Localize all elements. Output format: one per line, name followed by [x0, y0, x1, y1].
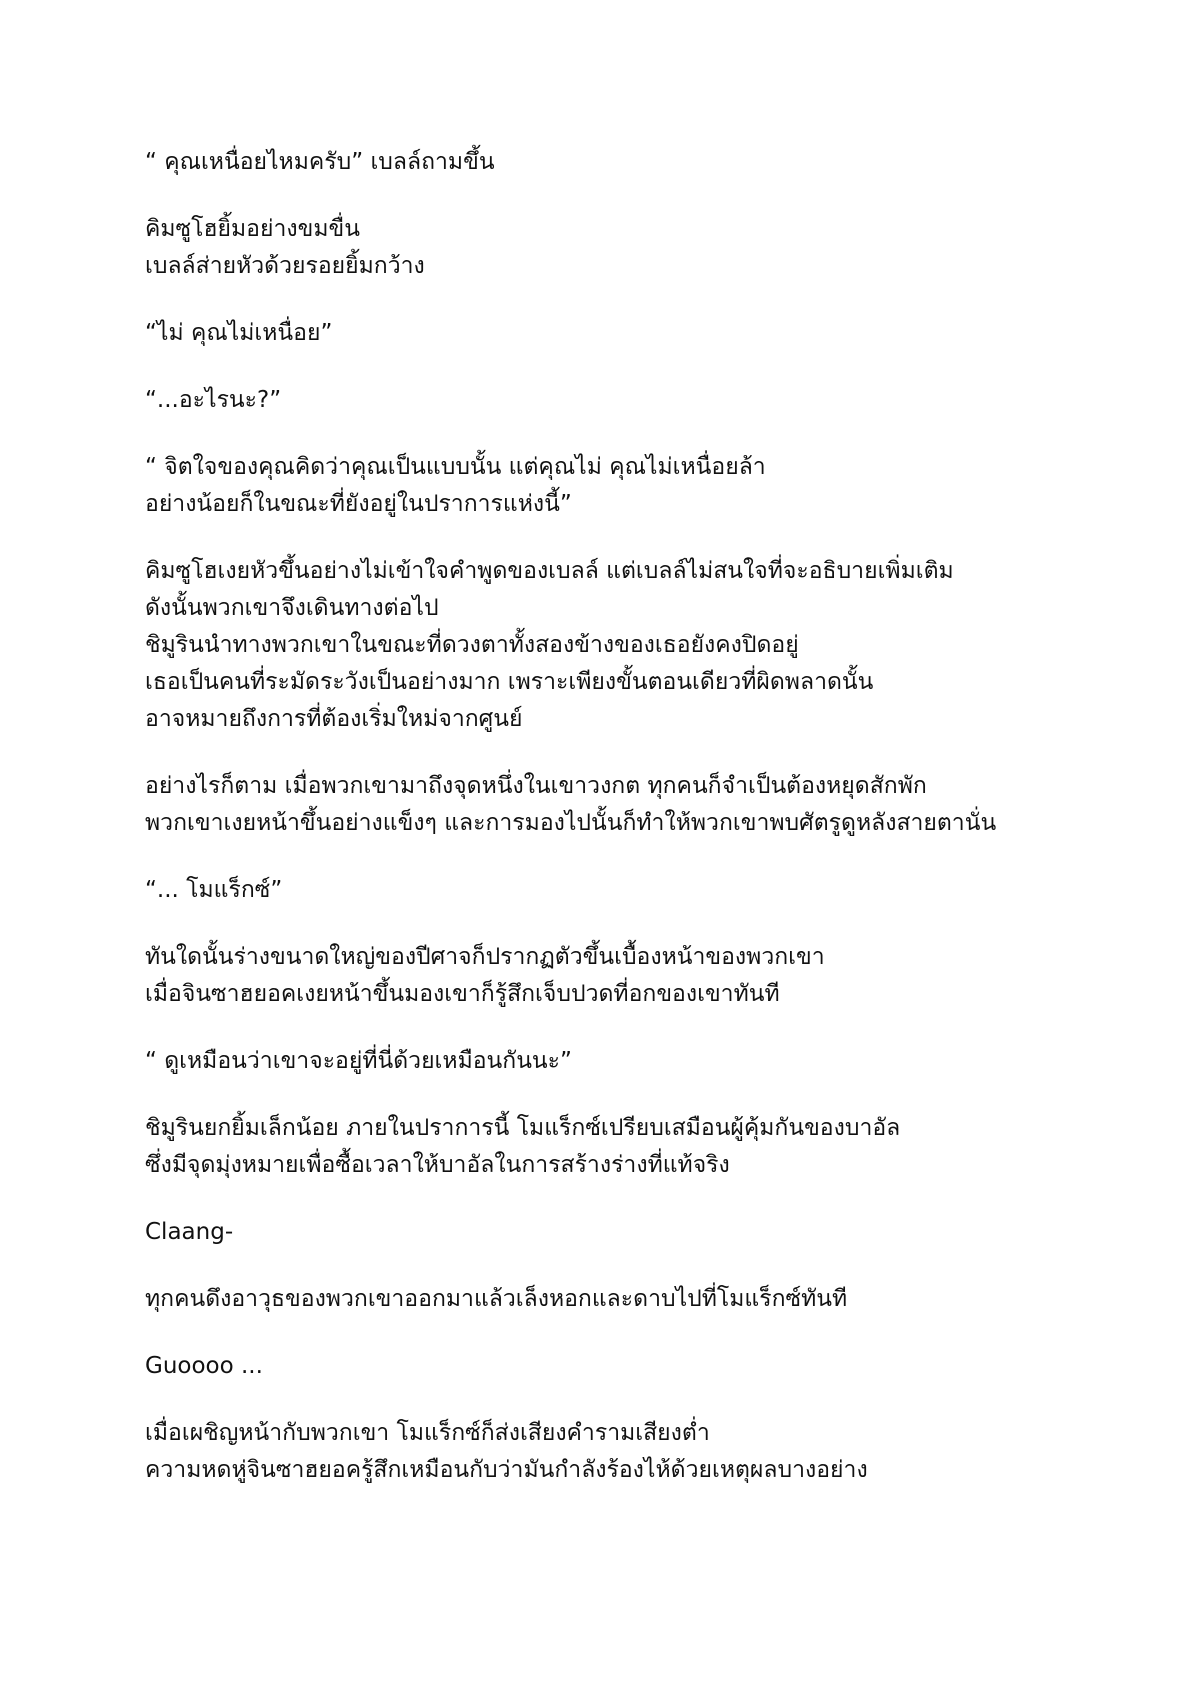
- paragraph-11: [145, 1110, 1145, 1184]
- paragraph-9: [145, 939, 1145, 1013]
- text-line: “ คุณเหนื่อยไหมครับ” เบลล์ถามขึ้น: [145, 149, 495, 175]
- text-line: เมื่อจินซาฮยอคเงยหน้าขึ้นมองเขาก็รู้สึกเจ็บปวดที่อกของเขาทันที: [145, 981, 780, 1007]
- paragraph-5: [145, 449, 1145, 523]
- paragraph-2: [145, 211, 1145, 285]
- paragraph-15: [145, 1415, 1145, 1489]
- paragraph-3: [145, 315, 1145, 352]
- paragraph-7: [145, 768, 1145, 842]
- text-line: อย่างน้อยก็ในขณะที่ยังอยู่ในปราการแห่งนี้”: [145, 491, 572, 517]
- paragraph-10: [145, 1043, 1145, 1080]
- text-line: คิมซูโฮยิ้มอย่างขมขื่น: [145, 216, 360, 242]
- paragraph-8: [145, 872, 1145, 909]
- paragraph-14: [145, 1348, 1145, 1385]
- text-line: “ ดูเหมือนว่าเขาจะอยู่ที่นี่ด้วยเหมือนกันนะ”: [145, 1048, 572, 1074]
- text-line: “ จิตใจของคุณคิดว่าคุณเป็นแบบนั้น แต่คุณไม่ คุณไม่เหนื่อยล้า: [145, 454, 766, 480]
- text-line: ชิมูรินยกยิ้มเล็กน้อย ภายในปราการนี้ โมแร็กซ์เปรียบเสมือนผู้คุ้มกันของบาอัล: [145, 1115, 901, 1141]
- paragraph-12: [145, 1214, 1145, 1251]
- text-line: Guoooo ...: [145, 1353, 263, 1379]
- text-line: “ไม่ คุณไม่เหนื่อย”: [145, 320, 333, 346]
- text-line: ทันใดนั้นร่างขนาดใหญ่ของปีศาจก็ปรากฏตัวขึ้นเบื้องหน้าของพวกเขา: [145, 944, 825, 970]
- text-line: “... โมแร็กซ์”: [145, 877, 283, 903]
- text-line: เบลล์ส่ายหัวด้วยรอยยิ้มกว้าง: [145, 253, 425, 279]
- text-line: พวกเขาเงยหน้าขึ้นอย่างแข็งๆ และการมองไปนั้นก็ทำให้พวกเขาพบศัตรูดูหลังสายตานั่น: [145, 810, 997, 836]
- text-line: ซึ่งมีจุดมุ่งหมายเพื่อซื้อเวลาให้บาอัลในการสร้างร่างที่แท้จริง: [145, 1152, 730, 1178]
- text-line: เธอเป็นคนที่ระมัดระวังเป็นอย่างมาก เพราะเพียงขั้นตอนเดียวที่ผิดพลาดนั้น: [145, 669, 874, 695]
- paragraph-4: [145, 382, 1145, 419]
- text-line: “...อะไรนะ?”: [145, 387, 282, 413]
- text-line: อาจหมายถึงการที่ต้องเริ่มใหม่จากศูนย์: [145, 706, 523, 732]
- text-line: เมื่อเผชิญหน้ากับพวกเขา โมแร็กซ์ก็ส่งเสียงคำรามเสียงต่ำ: [145, 1420, 710, 1446]
- document-body: [145, 144, 1145, 1519]
- text-line: ชิมูรินนำทางพวกเขาในขณะที่ดวงตาทั้งสองข้างของเธอยังคงปิดอยู่: [145, 632, 799, 658]
- text-line: ความหดหู่จินซาฮยอครู้สึกเหมือนกับว่ามันกำลังร้องไห้ด้วยเหตุผลบางอย่าง: [145, 1457, 868, 1483]
- paragraph-13: [145, 1281, 1145, 1318]
- paragraph-1: [145, 144, 1145, 181]
- paragraph-6: [145, 553, 1145, 738]
- text-line: Claang-: [145, 1219, 234, 1245]
- text-line: ทุกคนดึงอาวุธของพวกเขาออกมาแล้วเล็งหอกและดาบไปที่โมแร็กซ์ทันที: [145, 1286, 848, 1312]
- text-line: คิมซูโฮเงยหัวขึ้นอย่างไม่เข้าใจคำพูดของเบลล์ แต่เบลล์ไม่สนใจที่จะอธิบายเพิ่มเติม: [145, 558, 954, 584]
- text-line: ดังนั้นพวกเขาจึงเดินทางต่อไป: [145, 595, 439, 621]
- text-line: อย่างไรก็ตาม เมื่อพวกเขามาถึงจุดหนึ่งในเขาวงกต ทุกคนก็จำเป็นต้องหยุดสักพัก: [145, 773, 927, 799]
